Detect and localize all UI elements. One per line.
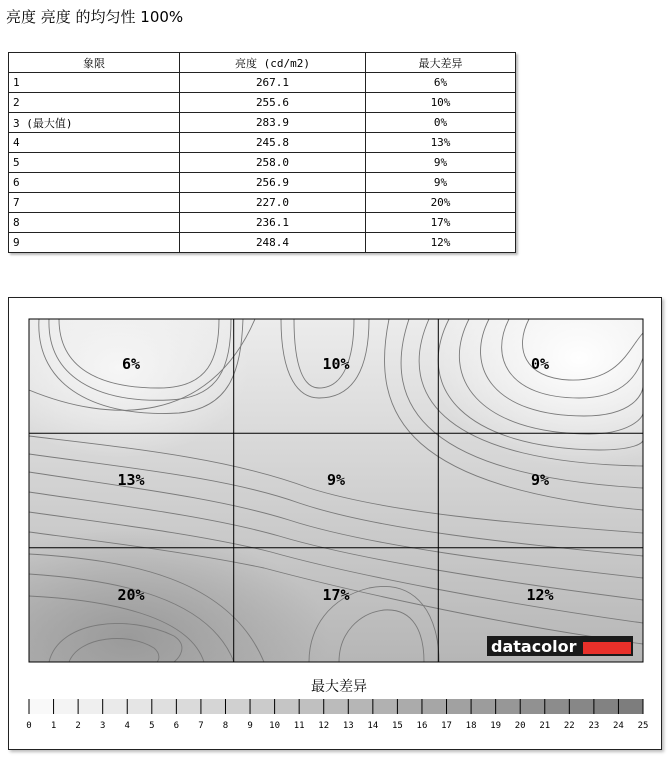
cell-quadrant: 1	[9, 73, 180, 93]
cell-max-diff: 0%	[366, 113, 516, 133]
cell-max-diff: 13%	[366, 133, 516, 153]
cell-max-diff: 6%	[366, 73, 516, 93]
cell-quadrant: 5	[9, 153, 180, 173]
cell-luminance: 283.9	[180, 113, 366, 133]
scale-swatch	[471, 699, 496, 714]
scale-tick-label: 4	[124, 721, 130, 731]
scale-tick-label: 13	[342, 721, 354, 731]
scale-swatch	[201, 699, 226, 714]
scale-swatch	[594, 699, 619, 714]
table-row	[9, 233, 516, 253]
scale-tick-label: 19	[490, 721, 502, 731]
cell-label-q2: 10%	[322, 355, 350, 373]
scale-swatch	[275, 699, 300, 714]
scale-swatch	[78, 699, 103, 714]
scale-tick-label: 11	[293, 721, 305, 731]
cell-quadrant: 7	[9, 193, 180, 213]
scale-tick-label: 10	[269, 721, 281, 731]
cell-max-diff: 20%	[366, 193, 516, 213]
scale-swatch	[152, 699, 177, 714]
uniformity-table	[8, 52, 516, 253]
scale-tick-label: 18	[465, 721, 477, 731]
cell-max-diff: 12%	[366, 233, 516, 253]
logo-text: datacolor	[491, 637, 577, 656]
scale-swatch	[348, 699, 373, 714]
scale-swatch	[127, 699, 152, 714]
scale-swatch	[397, 699, 422, 714]
cell-luminance: 258.0	[180, 153, 366, 173]
scale-tick-label: 8	[222, 721, 229, 731]
scale-tick-label: 17	[441, 721, 452, 731]
scale-tick-label: 21	[539, 721, 551, 731]
scale-tick-label: 20	[514, 721, 526, 731]
column-header-quadrant: 象限	[9, 53, 180, 73]
scale-swatch	[324, 699, 349, 714]
page-title: 亮度 亮度 的均匀性 100%	[6, 8, 184, 26]
cell-label-q1: 6%	[121, 355, 141, 373]
scale-swatch	[545, 699, 570, 714]
table-row	[9, 153, 516, 173]
cell-label-q9: 12%	[526, 586, 554, 604]
table-row	[9, 193, 516, 213]
cell-luminance: 236.1	[180, 213, 366, 233]
scale-tick-label: 5	[149, 721, 155, 731]
datacolor-logo	[487, 636, 633, 656]
cell-label-q4: 13%	[117, 471, 145, 489]
scale-tick-label: 12	[318, 721, 330, 731]
cell-label-q8: 17%	[322, 586, 350, 604]
scale-swatch	[225, 699, 250, 714]
cell-luminance: 245.8	[180, 133, 366, 153]
scale-swatch	[422, 699, 447, 714]
scale-tick-label: 16	[416, 721, 428, 731]
cell-quadrant: 2	[9, 93, 180, 113]
cell-max-diff: 9%	[366, 153, 516, 173]
cell-luminance: 255.6	[180, 93, 366, 113]
cell-label-q6: 9%	[530, 471, 550, 489]
scale-bar	[26, 699, 648, 731]
cell-quadrant: 4	[9, 133, 180, 153]
cell-label-q5: 9%	[326, 471, 346, 489]
scale-swatch	[299, 699, 324, 714]
table-row	[9, 93, 516, 113]
table-row	[9, 113, 516, 133]
scale-tick-label: 1	[50, 721, 57, 731]
scale-swatch	[496, 699, 521, 714]
uniformity-chart-panel	[8, 297, 662, 750]
scale-tick-label: 2	[75, 721, 81, 731]
table-row	[9, 173, 516, 193]
cell-quadrant: 6	[9, 173, 180, 193]
scale-tick-label: 15	[391, 721, 403, 731]
scale-tick-label: 0	[26, 721, 32, 731]
logo-accent-bar	[583, 642, 631, 654]
scale-swatch	[176, 699, 201, 714]
cell-label-q7: 20%	[117, 586, 145, 604]
scale-tick-label: 23	[588, 721, 600, 731]
column-header-max-diff: 最大差异	[366, 53, 516, 73]
cell-quadrant: 8	[9, 213, 180, 233]
scale-title: 最大差异	[311, 679, 367, 695]
cell-quadrant: 9	[9, 233, 180, 253]
cell-quadrant: 3 (最大值)	[9, 113, 180, 133]
cell-max-diff: 9%	[366, 173, 516, 193]
scale-swatch	[447, 699, 472, 714]
table-row	[9, 73, 516, 93]
scale-tick-label: 6	[173, 721, 180, 731]
uniformity-heatmap	[9, 298, 661, 749]
scale-swatch	[54, 699, 79, 714]
cell-luminance: 256.9	[180, 173, 366, 193]
cell-label-q3: 0%	[530, 355, 550, 373]
scale-swatch	[373, 699, 398, 714]
scale-tick-label: 7	[198, 721, 204, 731]
scale-swatch	[103, 699, 128, 714]
scale-tick-label: 22	[563, 721, 575, 731]
scale-tick-label: 24	[613, 721, 624, 731]
scale-swatch	[250, 699, 275, 714]
cell-luminance: 267.1	[180, 73, 366, 93]
cell-luminance: 248.4	[180, 233, 366, 253]
table-header-row	[9, 53, 516, 73]
scale-tick-label: 9	[247, 721, 253, 731]
scale-swatch	[29, 699, 54, 714]
scale-swatch	[569, 699, 594, 714]
cell-max-diff: 10%	[366, 93, 516, 113]
scale-tick-label: 14	[367, 721, 379, 731]
scale-swatch	[618, 699, 643, 714]
column-header-luminance: 亮度 (cd/m2)	[180, 53, 366, 73]
table-row	[9, 213, 516, 233]
cell-max-diff: 17%	[366, 213, 516, 233]
scale-swatch	[520, 699, 545, 714]
scale-tick-label: 25	[637, 721, 649, 731]
scale-tick-label: 3	[99, 721, 106, 731]
cell-luminance: 227.0	[180, 193, 366, 213]
table-row	[9, 133, 516, 153]
